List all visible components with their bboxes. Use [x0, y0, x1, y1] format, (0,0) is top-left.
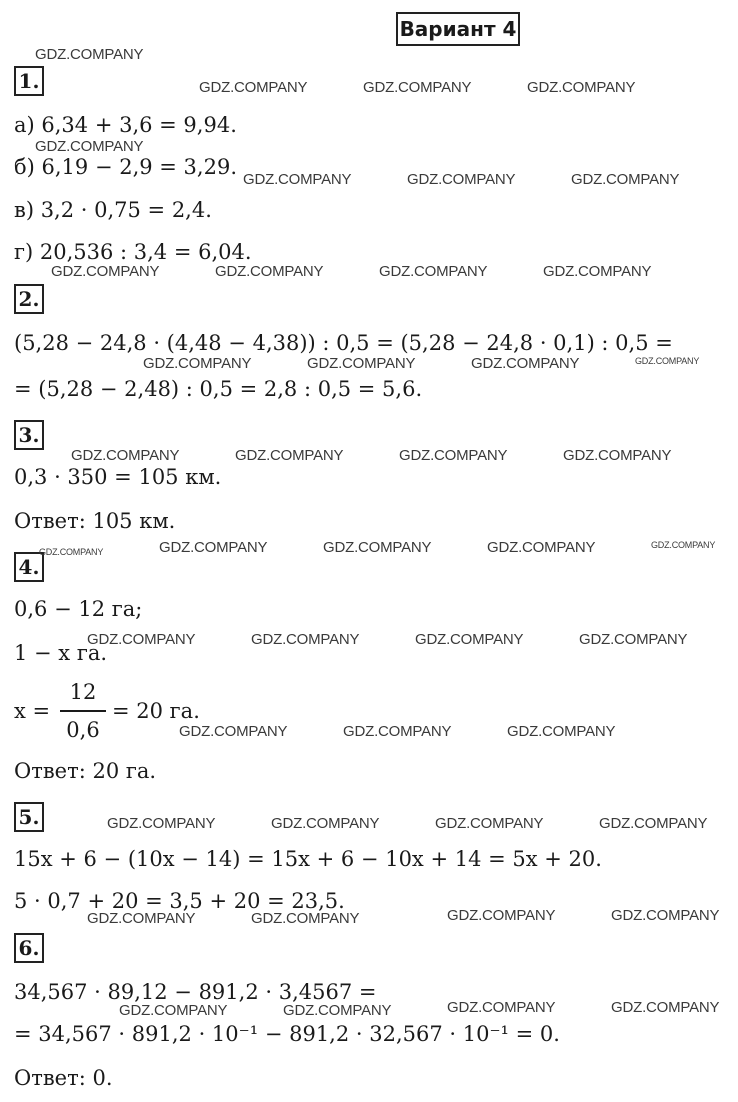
task-3-line-1: 0,3 · 350 = 105 км.	[14, 465, 222, 489]
watermark: GDZ.COMPANY	[471, 355, 580, 372]
watermark: GDZ.COMPANY	[543, 263, 652, 280]
task-2-line-2: = (5,28 − 2,48) : 0,5 = 2,8 : 0,5 = 5,6.	[14, 377, 423, 401]
task-number-2: 2.	[14, 284, 44, 314]
watermark: GDZ.COMPANY	[447, 999, 556, 1016]
watermark: GDZ.COMPANY	[363, 79, 472, 96]
watermark: GDZ.COMPANY	[251, 910, 360, 927]
task-6-line-1: 34,567 · 89,12 − 891,2 · 3,4567 =	[14, 980, 377, 1004]
watermark: GDZ.COMPANY	[651, 540, 716, 550]
watermark: GDZ.COMPANY	[487, 539, 596, 556]
watermark: GDZ.COMPANY	[599, 815, 708, 832]
task-3-answer: Ответ: 105 км.	[14, 509, 176, 533]
watermark: GDZ.COMPANY	[87, 631, 196, 648]
watermark: GDZ.COMPANY	[399, 447, 508, 464]
watermark: GDZ.COMPANY	[87, 910, 196, 927]
task-1-line-a: а) 6,34 + 3,6 = 9,94.	[14, 113, 237, 137]
task-number-5: 5.	[14, 802, 44, 832]
watermark: GDZ.COMPANY	[507, 723, 616, 740]
watermark: GDZ.COMPANY	[159, 539, 268, 556]
variant-title: Вариант 4	[396, 12, 520, 46]
watermark: GDZ.COMPANY	[571, 171, 680, 188]
watermark: GDZ.COMPANY	[447, 907, 556, 924]
watermark: GDZ.COMPANY	[71, 447, 180, 464]
watermark: GDZ.COMPANY	[39, 547, 104, 557]
watermark: GDZ.COMPANY	[527, 79, 636, 96]
watermark: GDZ.COMPANY	[283, 1002, 392, 1019]
task-1-line-d: г) 20,536 : 3,4 = 6,04.	[14, 240, 252, 264]
watermark: GDZ.COMPANY	[199, 79, 308, 96]
watermark: GDZ.COMPANY	[243, 171, 352, 188]
watermark: GDZ.COMPANY	[343, 723, 452, 740]
watermark: GDZ.COMPANY	[35, 138, 144, 155]
watermark: GDZ.COMPANY	[407, 171, 516, 188]
watermark: GDZ.COMPANY	[635, 356, 700, 366]
task-1-line-b: б) 6,19 − 2,9 = 3,29.	[14, 155, 237, 179]
watermark: GDZ.COMPANY	[143, 355, 252, 372]
task-1-line-c: в) 3,2 · 0,75 = 2,4.	[14, 198, 212, 222]
task-number-6: 6.	[14, 933, 44, 963]
watermark: GDZ.COMPANY	[379, 263, 488, 280]
watermark: GDZ.COMPANY	[611, 999, 720, 1016]
task-number-3: 3.	[14, 420, 44, 450]
fraction-lhs: x =	[14, 699, 51, 723]
watermark: GDZ.COMPANY	[51, 263, 160, 280]
watermark: GDZ.COMPANY	[179, 723, 288, 740]
fraction-denominator: 0,6	[66, 718, 100, 742]
task-4-line-1: 0,6 − 12 га;	[14, 597, 143, 621]
watermark: GDZ.COMPANY	[119, 1002, 228, 1019]
watermark: GDZ.COMPANY	[215, 263, 324, 280]
watermark: GDZ.COMPANY	[579, 631, 688, 648]
watermark: GDZ.COMPANY	[235, 447, 344, 464]
fraction-rhs: = 20 га.	[112, 699, 200, 723]
fraction	[60, 678, 106, 744]
task-4-answer: Ответ: 20 га.	[14, 759, 157, 783]
watermark: GDZ.COMPANY	[323, 539, 432, 556]
watermark: GDZ.COMPANY	[271, 815, 380, 832]
task-5-line-1: 15x + 6 − (10x − 14) = 15x + 6 − 10x + 14 = 5x + 20.	[14, 847, 602, 871]
task-6-answer: Ответ: 0.	[14, 1066, 113, 1090]
watermark: GDZ.COMPANY	[415, 631, 524, 648]
task-number-4: 4.	[14, 552, 44, 582]
fraction-numerator: 12	[69, 680, 97, 704]
fraction-bar	[60, 710, 106, 712]
task-5-line-2: 5 · 0,7 + 20 = 3,5 + 20 = 23,5.	[14, 889, 345, 913]
watermark: GDZ.COMPANY	[563, 447, 672, 464]
task-number-1: 1.	[14, 66, 44, 96]
watermark: GDZ.COMPANY	[107, 815, 216, 832]
task-4-line-2: 1 − x га.	[14, 641, 108, 665]
watermark: GDZ.COMPANY	[35, 46, 144, 63]
task-6-line-2: = 34,567 · 891,2 · 10⁻¹ − 891,2 · 32,567 · 10⁻¹ = 0.	[14, 1022, 560, 1046]
task-2-line-1: (5,28 − 24,8 · (4,48 − 4,38)) : 0,5 = (5,28 − 24,8 · 0,1) : 0,5 =	[14, 331, 673, 355]
watermark: GDZ.COMPANY	[611, 907, 720, 924]
watermark: GDZ.COMPANY	[307, 355, 416, 372]
watermark: GDZ.COMPANY	[251, 631, 360, 648]
watermark: GDZ.COMPANY	[435, 815, 544, 832]
